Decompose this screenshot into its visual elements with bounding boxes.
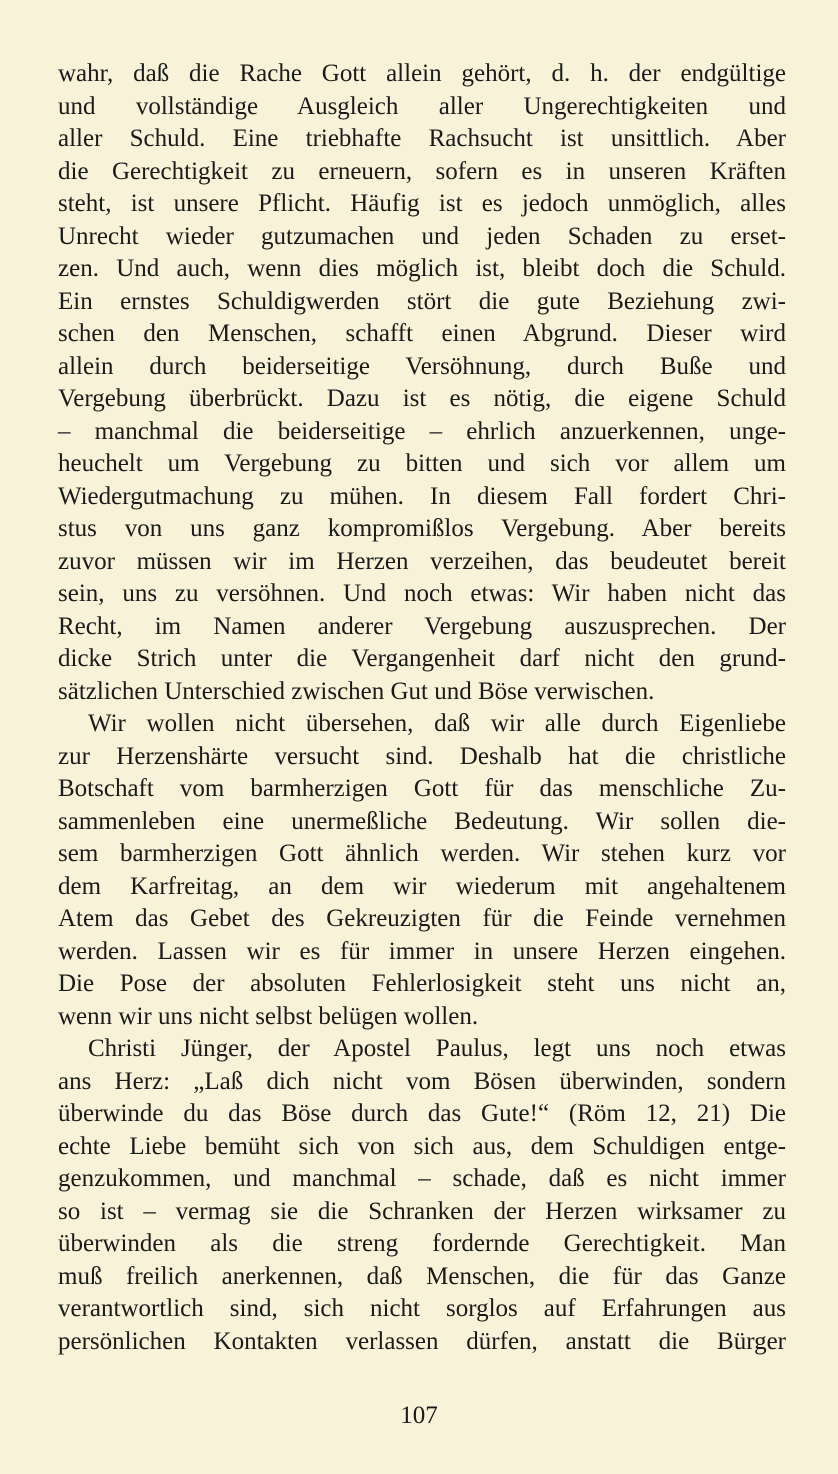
text-line: Botschaft vom barmherzigen Gott für das menschliche Zu-: [58, 775, 786, 802]
text-line: persönlichen Kontakten verlassen dürfen, anstatt die Bürger: [58, 1327, 786, 1355]
text-line: wenn wir uns nicht selbst belügen wollen.: [58, 1002, 479, 1030]
text-line: muß freilich anerkennen, daß Menschen, die für das Ganze: [58, 1262, 786, 1290]
text-line: – manchmal die beiderseitige – ehrlich anzuerkennen, unge-: [58, 417, 786, 445]
text-line: und vollständige Ausgleich aller Ungerechtigkeiten und: [58, 92, 786, 120]
text-line: Unrecht wieder gutzumachen und jeden Schaden zu erset-: [58, 222, 786, 250]
text-line: Atem das Gebet des Gekreuzigten für die Feinde vernehmen: [58, 905, 786, 932]
text-line: steht, ist unsere Pflicht. Häufig ist es jedoch unmöglich, alles: [58, 190, 786, 217]
text-line: heuchelt um Vergebung zu bitten und sich vor allem um: [58, 450, 786, 477]
text-line: sammenleben eine unermeßliche Bedeutung. Wir sollen die-: [58, 807, 786, 835]
text-line: zen. Und auch, wenn dies möglich ist, bleibt doch die Schuld.: [58, 255, 786, 282]
body-text: [58, 58, 786, 1358]
text-line: schen den Menschen, schafft einen Abgrund. Dieser wird: [58, 320, 786, 347]
text-line: sätzlichen Unterschied zwischen Gut und Böse verwischen.: [58, 677, 655, 705]
text-line: allein durch beiderseitige Versöhnung, durch Buße und: [58, 352, 786, 380]
text-line: überwinden als die streng fordernde Gerechtigkeit. Man: [58, 1230, 786, 1257]
text-line: Recht, im Namen anderer Vergebung auszusprechen. Der: [58, 612, 786, 640]
text-line: aller Schuld. Eine triebhafte Rachsucht ist unsittlich. Aber: [58, 125, 786, 152]
text-line: Ein ernstes Schuldigwerden stört die gute Beziehung zwi-: [58, 287, 786, 315]
text-line: zur Herzenshärte versucht sind. Deshalb hat die christliche: [58, 742, 786, 770]
text-line: dem Karfreitag, an dem wir wiederum mit angehaltenem: [58, 872, 786, 900]
text-line: ans Herz: „Laß dich nicht vom Bösen überwinden, sondern: [58, 1067, 786, 1095]
text-line: Wir wollen nicht übersehen, daß wir alle durch Eigenliebe: [88, 710, 786, 737]
text-line: genzukommen, und manchmal – schade, daß es nicht immer: [58, 1165, 786, 1192]
text-line: so ist – vermag sie die Schranken der Herzen wirksamer zu: [58, 1197, 786, 1225]
text-line: wahr, daß die Rache Gott allein gehört, d. h. der endgültige: [58, 60, 786, 87]
text-line: stus von uns ganz kompromißlos Vergebung. Aber bereits: [58, 515, 786, 542]
text-line: verantwortlich sind, sich nicht sorglos auf Erfahrungen aus: [58, 1295, 786, 1322]
text-line: Die Pose der absoluten Fehlerlosigkeit steht uns nicht an,: [58, 970, 786, 997]
text-line: zuvor müssen wir im Herzen verzeihen, das beudeutet bereit: [58, 547, 786, 575]
text-line: Wiedergutmachung zu mühen. In diesem Fall fordert Chri-: [58, 482, 786, 510]
text-line: Christi Jünger, der Apostel Paulus, legt uns noch etwas: [88, 1035, 786, 1062]
text-line: überwinde du das Böse durch das Gute!“ (Röm 12, 21) Die: [58, 1100, 786, 1127]
text-line: echte Liebe bemüht sich von sich aus, dem Schuldigen entge-: [58, 1132, 786, 1160]
text-line: dicke Strich unter die Vergangenheit darf nicht den grund-: [58, 645, 786, 672]
text-line: sein, uns zu versöhnen. Und noch etwas: Wir haben nicht das: [58, 580, 786, 607]
text-line: die Gerechtigkeit zu erneuern, sofern es in unseren Kräften: [58, 157, 786, 185]
text-line: sem barmherzigen Gott ähnlich werden. Wir stehen kurz vor: [58, 840, 786, 867]
page-number: 107: [400, 1402, 438, 1429]
text-line: werden. Lassen wir es für immer in unsere Herzen eingehen.: [58, 937, 786, 965]
text-line: Vergebung überbrückt. Dazu ist es nötig, die eigene Schuld: [58, 385, 786, 412]
